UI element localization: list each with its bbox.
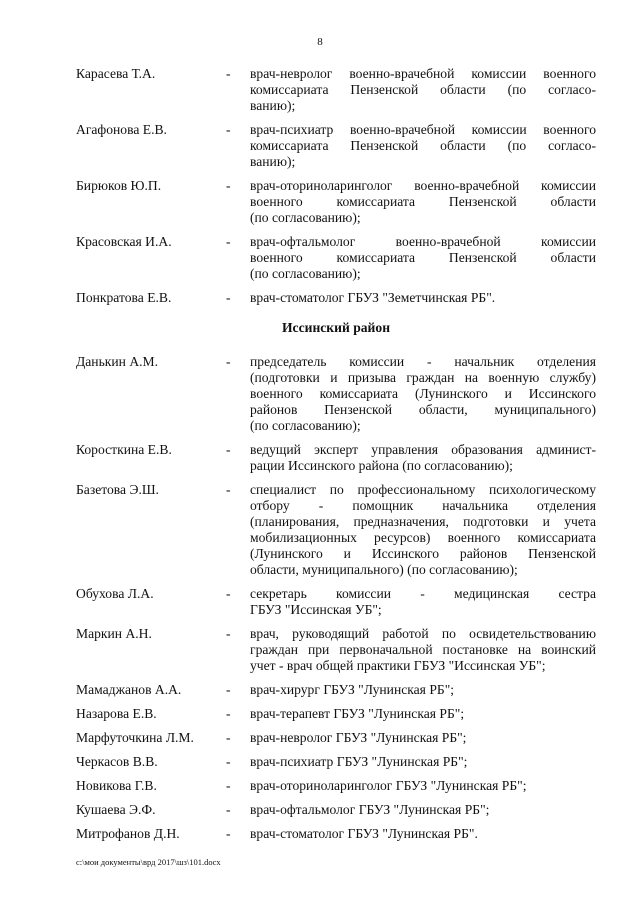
role-line: отбору - помощник начальника отделения [250,498,596,513]
role-line: (Лунинского и Иссинского районов Пензенской [250,546,596,561]
dash-separator: - [226,586,231,601]
member-name: Кушаева Э.Ф. [76,802,156,817]
member-entry [76,354,596,434]
member-name: Новикова Г.В. [76,778,157,793]
role-line: (планирования, предназначения, подготовки и учета [250,514,596,529]
commission-list [76,66,596,850]
member-name: Марфуточкина Л.М. [76,730,194,745]
member-entry [76,234,596,282]
member-role [250,586,596,618]
member-role [250,626,596,674]
member-name: Бирюков Ю.П. [76,178,162,193]
member-name: Агафонова Е.В. [76,122,167,137]
member-name: Красовская И.А. [76,234,172,249]
dash-separator: - [226,626,231,641]
role-line: врач-стоматолог ГБУЗ "Лунинская РБ". [250,826,478,841]
member-role [250,290,596,306]
role-line: врач-терапевт ГБУЗ "Лунинская РБ"; [250,706,465,721]
role-line: врач-хирург ГБУЗ "Лунинская РБ"; [250,682,455,697]
dash-separator: - [226,482,231,497]
member-entry [76,802,596,818]
role-line: ванию); [250,98,296,113]
dash-separator: - [226,66,231,81]
member-entry [76,66,596,114]
role-line: врач-оториноларинголог ГБУЗ "Лунинская РБ"; [250,778,527,793]
role-line: рации Иссинского района (по согласованию); [250,458,513,473]
role-line: области, муниципального) (по согласованию); [250,562,518,577]
dash-separator: - [226,706,231,721]
role-line: врач-невролог ГБУЗ "Лунинская РБ"; [250,730,467,745]
dash-separator: - [226,730,231,745]
role-line: врач-стоматолог ГБУЗ "Земетчинская РБ". [250,290,496,305]
member-entry [76,442,596,474]
member-name: Понкратова Е.В. [76,290,172,305]
member-role [250,730,596,746]
role-line: (по согласованию); [250,418,361,433]
dash-separator: - [226,354,231,369]
role-line: мобилизационных ресурсов) военного комиссариата [250,530,596,545]
member-role [250,482,596,578]
member-name: Коросткина Е.В. [76,442,172,457]
member-name: Карасева Т.А. [76,66,156,81]
member-entry [76,730,596,746]
section-title: Иссинский район [281,320,391,335]
member-role [250,754,596,770]
dash-separator: - [226,826,231,841]
role-line: врач-психиатр ГБУЗ "Лунинская РБ"; [250,754,468,769]
member-entry [76,706,596,722]
member-name: Обухова Л.А. [76,586,154,601]
member-role [250,442,596,474]
file-path-footer: c:\мои документы\врд 2017\шз\101.docx [76,857,221,867]
member-entry [76,586,596,618]
role-line: военного комиссариата Пензенской области [250,194,596,209]
member-name: Данькин А.М. [76,354,159,369]
dash-separator: - [226,290,231,305]
member-entry [76,682,596,698]
member-role [250,682,596,698]
role-line: врач-офтальмолог военно-врачебной комиссии [250,234,596,249]
member-role [250,178,596,226]
role-line: военного комиссариата Пензенской области [250,250,596,265]
member-role [250,802,596,818]
role-line: ГБУЗ "Иссинская УБ"; [250,602,382,617]
role-line: секретарь комиссии - медицинская сестра [250,586,596,601]
role-line: (подготовки и призыва граждан на военную службу) [250,370,596,385]
dash-separator: - [226,442,231,457]
member-role [250,354,596,434]
dash-separator: - [226,234,231,249]
role-line: (по согласованию); [250,210,361,225]
role-line: ведущий эксперт управления образования админист- [250,442,596,457]
member-name: Базетова Э.Ш. [76,482,159,497]
commission-members-list [76,66,596,306]
role-line: военного комиссариата (Лунинского и Иссинского [250,386,596,401]
role-line: учет - врач общей практики ГБУЗ "Иссинская УБ"; [250,658,546,673]
page-number: 8 [317,36,323,48]
dash-separator: - [226,178,231,193]
member-entry [76,290,596,306]
member-name: Черкасов В.В. [76,754,158,769]
member-name: Мамаджанов А.А. [76,682,182,697]
member-entry [76,754,596,770]
member-entry [76,626,596,674]
role-line: комиссариата Пензенской области (по согласо- [250,82,596,97]
role-line: (по согласованию); [250,266,361,281]
dash-separator: - [226,802,231,817]
role-line: врач, руководящий работой по освидетельствованию [250,626,596,641]
member-entry [76,122,596,170]
member-role [250,778,596,794]
member-entry [76,482,596,578]
member-entry [76,178,596,226]
member-name: Маркин А.Н. [76,626,152,641]
role-line: врач-офтальмолог ГБУЗ "Лунинская РБ"; [250,802,490,817]
dash-separator: - [226,122,231,137]
member-role [250,122,596,170]
role-line: врач-невролог военно-врачебной комиссии военного [250,66,596,81]
issinsky-members-list [76,354,596,842]
member-name: Назарова Е.В. [76,706,157,721]
dash-separator: - [226,754,231,769]
role-line: граждан при первоначальной постановке на воинский [250,642,596,657]
member-entry [76,778,596,794]
member-entry [76,826,596,842]
role-line: специалист по профессиональному психологическому [250,482,596,497]
role-line: ванию); [250,154,296,169]
member-role [250,234,596,282]
dash-separator: - [226,682,231,697]
role-line: районов Пензенской области, муниципального) [250,402,596,417]
role-line: врач-психиатр военно-врачебной комиссии военного [250,122,596,137]
member-role [250,706,596,722]
role-line: комиссариата Пензенской области (по согласо- [250,138,596,153]
member-role [250,826,596,842]
role-line: врач-оториноларинголог военно-врачебной комиссии [250,178,596,193]
member-role [250,66,596,114]
role-line: председатель комиссии - начальник отделения [250,354,596,369]
dash-separator: - [226,778,231,793]
member-name: Митрофанов Д.Н. [76,826,180,841]
